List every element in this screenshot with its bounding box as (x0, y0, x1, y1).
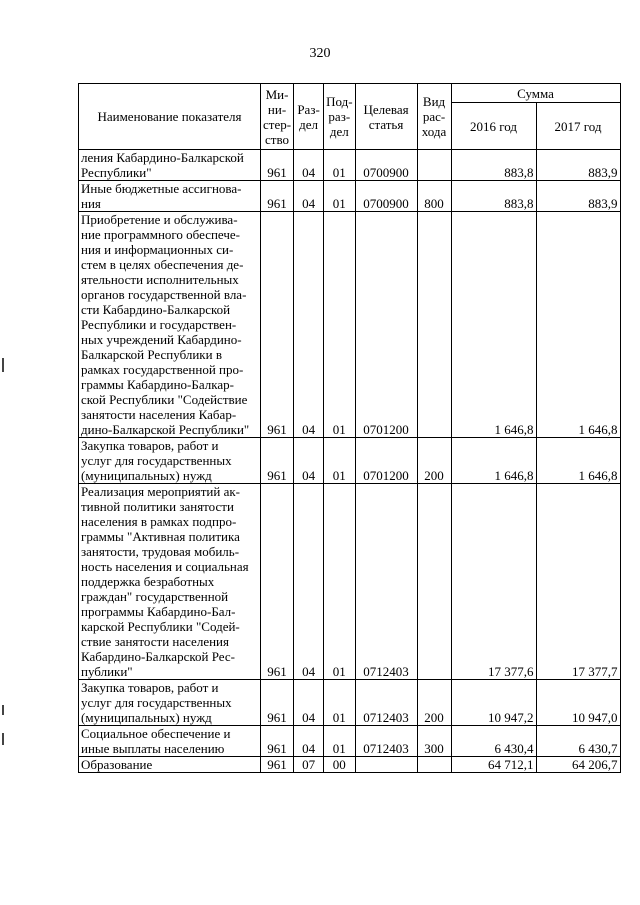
page-number: 320 (309, 46, 331, 61)
header-section: Раз- дел (294, 84, 324, 150)
row-sum-2017: 6 430,7 (536, 726, 620, 757)
row-section: 04 (294, 150, 324, 181)
row-expense-type (417, 212, 451, 438)
row-sum-2017: 64 206,7 (536, 757, 620, 773)
scan-artifact-mark (2, 733, 4, 745)
row-sum-2017: 10 947,0 (536, 680, 620, 726)
row-name: ления Кабардино-Балкарской Республики" (79, 150, 261, 181)
table-row (79, 726, 621, 757)
row-ministry: 961 (261, 150, 294, 181)
row-sum-2016: 883,8 (451, 150, 536, 181)
scan-artifact-mark (2, 705, 4, 715)
row-sum-2017: 17 377,7 (536, 484, 620, 680)
header-sum: Сумма (451, 84, 620, 103)
row-ministry: 961 (261, 726, 294, 757)
header-expense-type: Вид рас- хода (417, 84, 451, 150)
row-name: Закупка товаров, работ и услуг для государственных (муниципальных) нужд (79, 438, 261, 484)
row-name: Реализация мероприятий ак- тивной политики занятости населения в рамках подпро- граммы "Активная политика занятости, трудовая мобиль- ность населения и социальная поддержка безработных граждан" государственной программы Кабардино-Бал- карской Республики "Содей- ствие занятости населения Кабардино-Балкарской Рес- публики" (79, 484, 261, 680)
row-subsection: 01 (324, 150, 355, 181)
header-ministry: Ми- ни- стер- ство (261, 84, 294, 150)
row-expense-type: 200 (417, 438, 451, 484)
row-ministry: 961 (261, 181, 294, 212)
header-subsection: Под- раз- дел (324, 84, 355, 150)
row-sum-2017: 1 646,8 (536, 212, 620, 438)
table-row (79, 757, 621, 773)
scan-artifact-mark (2, 358, 4, 372)
row-target: 0712403 (355, 726, 417, 757)
row-section: 04 (294, 181, 324, 212)
row-target: 0701200 (355, 438, 417, 484)
row-name: Иные бюджетные ассигнова- ния (79, 181, 261, 212)
row-subsection: 01 (324, 680, 355, 726)
table-row (79, 181, 621, 212)
row-subsection: 01 (324, 438, 355, 484)
row-section: 07 (294, 757, 324, 773)
row-target: 0701200 (355, 212, 417, 438)
row-sum-2016: 883,8 (451, 181, 536, 212)
row-sum-2017: 883,9 (536, 150, 620, 181)
table-row (79, 150, 621, 181)
row-subsection: 01 (324, 484, 355, 680)
row-sum-2016: 64 712,1 (451, 757, 536, 773)
row-expense-type: 800 (417, 181, 451, 212)
row-subsection: 00 (324, 757, 355, 773)
row-expense-type (417, 150, 451, 181)
row-ministry: 961 (261, 757, 294, 773)
table-row (79, 680, 621, 726)
table-row (79, 438, 621, 484)
row-sum-2016: 1 646,8 (451, 438, 536, 484)
row-target: 0700900 (355, 150, 417, 181)
row-sum-2017: 1 646,8 (536, 438, 620, 484)
header-year-2017: 2017 год (536, 103, 620, 150)
row-section: 04 (294, 484, 324, 680)
row-ministry: 961 (261, 484, 294, 680)
row-name: Закупка товаров, работ и услуг для государственных (муниципальных) нужд (79, 680, 261, 726)
row-expense-type (417, 757, 451, 773)
row-ministry: 961 (261, 438, 294, 484)
table-row (79, 212, 621, 438)
row-target (355, 757, 417, 773)
row-target: 0712403 (355, 484, 417, 680)
header-target: Целевая статья (355, 84, 417, 150)
row-subsection: 01 (324, 212, 355, 438)
row-expense-type (417, 484, 451, 680)
row-target: 0712403 (355, 680, 417, 726)
row-target: 0700900 (355, 181, 417, 212)
row-name: Образование (79, 757, 261, 773)
row-section: 04 (294, 680, 324, 726)
row-name: Приобретение и обслужива- ние программного обеспече- ния и информационных си- стем в целях обеспечения де- ятельности исполнительных органов государственной вла- сти Кабардино-Балкарской Республики и государствен- ных учреждений Кабардино- Балкарской Республики в рамках государственной про- граммы Кабардино-Балкар- ской Республики "Содействие занятости населения Кабар- дино-Балкарской Республики" (79, 212, 261, 438)
row-section: 04 (294, 212, 324, 438)
row-sum-2016: 1 646,8 (451, 212, 536, 438)
row-ministry: 961 (261, 680, 294, 726)
row-ministry: 961 (261, 212, 294, 438)
row-sum-2016: 6 430,4 (451, 726, 536, 757)
row-expense-type: 200 (417, 680, 451, 726)
header-year-2016: 2016 год (451, 103, 536, 150)
row-sum-2016: 17 377,6 (451, 484, 536, 680)
row-subsection: 01 (324, 181, 355, 212)
row-subsection: 01 (324, 726, 355, 757)
header-name: Наименование показателя (79, 84, 261, 150)
row-section: 04 (294, 438, 324, 484)
row-sum-2017: 883,9 (536, 181, 620, 212)
row-sum-2016: 10 947,2 (451, 680, 536, 726)
budget-table (78, 83, 621, 773)
row-section: 04 (294, 726, 324, 757)
table-row (79, 484, 621, 680)
row-expense-type: 300 (417, 726, 451, 757)
row-name: Социальное обеспечение и иные выплаты населению (79, 726, 261, 757)
